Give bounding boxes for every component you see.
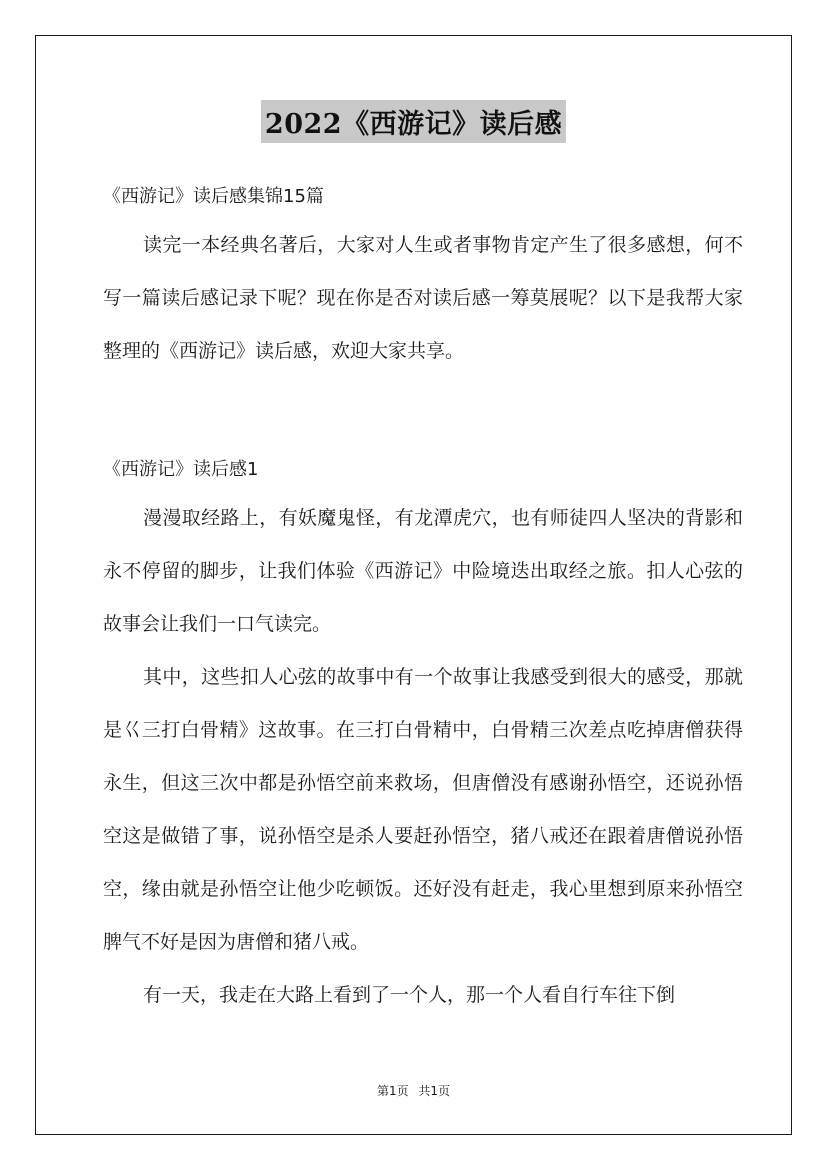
- intro-paragraph-block: [103, 219, 743, 378]
- body-paragraph: 有一天，我走在大路上看到了一个人，那一个人看自行车往下倒: [143, 984, 676, 1006]
- section-heading: 《西游记》读后感1: [103, 459, 259, 480]
- intro-paragraph: 读完一本经典名著后，大家对人生或者事物肯定产生了很多感想，何不写一篇读后感记录下呢？现在你是否对读后感一筹莫展呢？以下是我帮大家整理的《西游记》读后感，欢迎大家共享。: [103, 234, 743, 362]
- body-paragraph: 漫漫取经路上，有妖魔鬼怪，有龙潭虎穴，也有师徒四人坚决的背影和永不停留的脚步，让我们体验《西游记》中险境迭出取经之旅。扣人心弦的故事会让我们一口气读完。: [103, 507, 743, 635]
- document-subtitle: 《西游记》读后感集锦15篇: [103, 186, 324, 207]
- page-footer: 第1页 共1页: [376, 1084, 451, 1098]
- section-body: [103, 492, 743, 1022]
- title-block: [0, 100, 827, 143]
- body-paragraph: 其中，这些扣人心弦的故事中有一个故事让我感受到很大的感受，那就是巜三打白骨精》这故事。在三打白骨精中，白骨精三次差点吃掉唐僧获得永生，但这三次中都是孙悟空前来救场，但唐僧没有感谢孙悟空，还说孙悟空这是做错了事，说孙悟空是杀人要赶孙悟空，猪八戒还在跟着唐僧说孙悟空，缘由就是孙悟空让他少吃顿饭。还好没有赶走，我心里想到原来孙悟空脾气不好是因为唐僧和猪八戒。: [103, 666, 743, 953]
- document-title: 2022《西游记》读后感: [261, 100, 566, 143]
